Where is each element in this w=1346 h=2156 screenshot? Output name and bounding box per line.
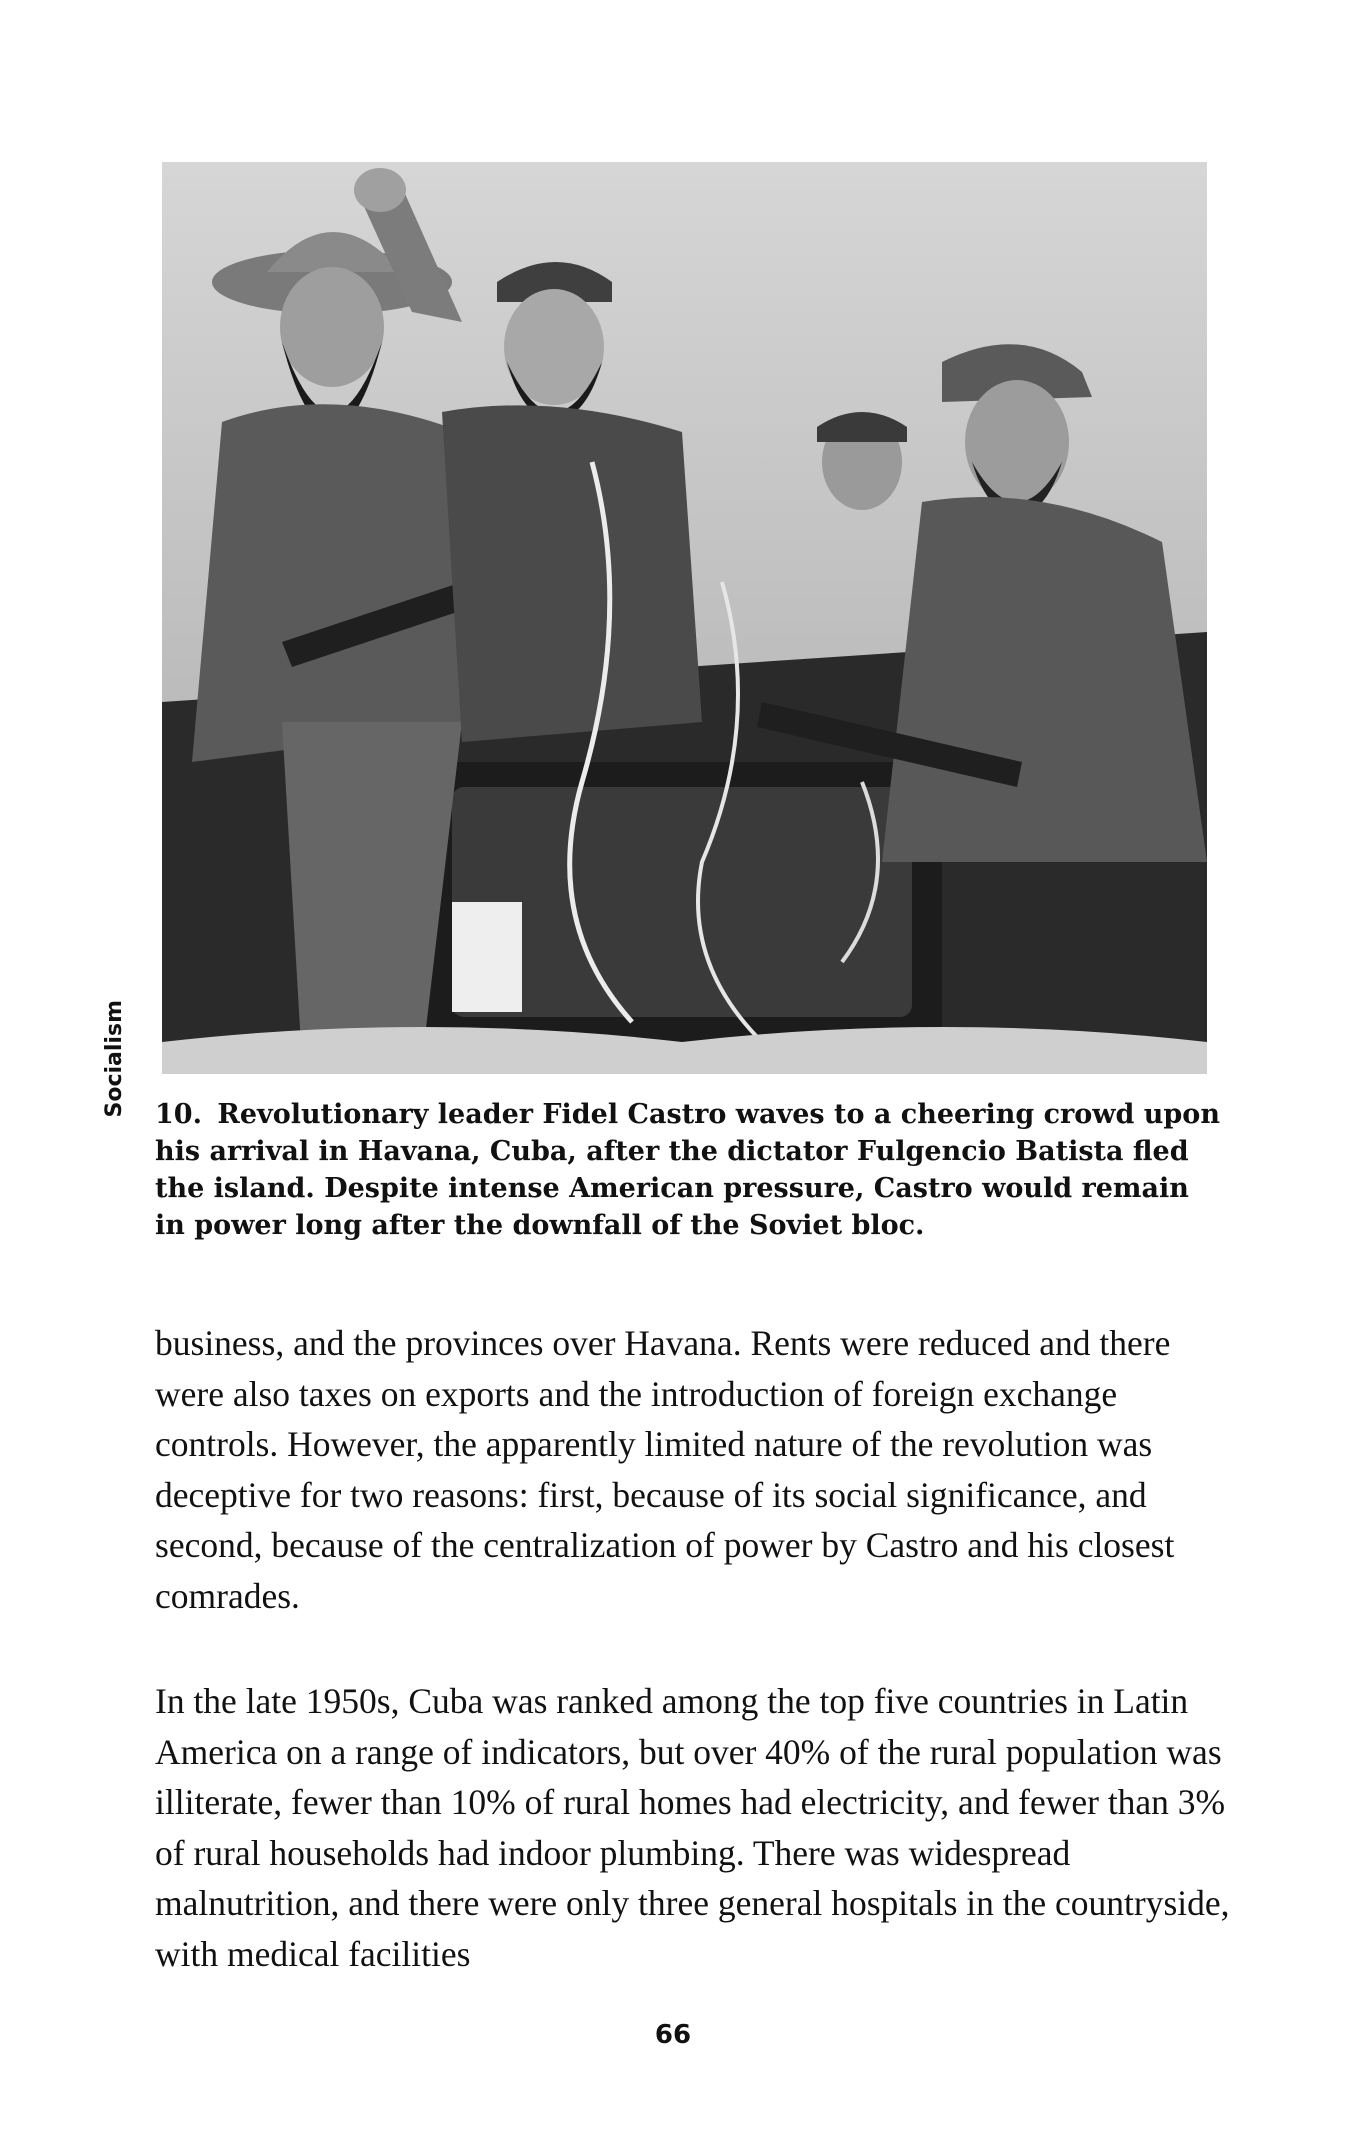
photo-hand <box>354 168 406 212</box>
figure-photo <box>162 162 1207 1074</box>
running-head: Socialism <box>102 1000 127 1118</box>
photo-paper-bag <box>452 902 522 1012</box>
photo-face-right <box>965 380 1069 504</box>
body-paragraph: In the late 1950s, Cuba was ranked among the top five countries in Latin America on a range of indicators, but over 40% of the rural population was illiterate, fewer than 10% of rural homes had electricity, and fewer than 3% of rural households had indoor plumbing. There was widespread malnutrition, and there were only three general hospitals in the countryside, with medical facilities <box>155 1681 1230 1974</box>
page-number: 66 <box>654 2020 692 2050</box>
figure-caption-text: Revolutionary leader Fidel Castro waves to a cheering crowd upon his arrival in Havana, Cuba, after the dictator Fulgencio Batista fled the island. Despite intense American pressure, Castro would remain in power long after the downfall of the Soviet bloc. <box>155 1099 1220 1241</box>
photo-uniform-center <box>442 405 702 742</box>
figure-number: 10. <box>155 1099 202 1130</box>
figure-caption <box>155 1096 1225 1244</box>
photo-shirt-right <box>882 497 1207 862</box>
body-paragraph: business, and the provinces over Havana. Rents were reduced and there were also taxes on exports and the introduction of foreign exchange controls. However, the apparently limited nature of the revolution was deceptive for two reasons: first, because of its social significance, and second, because of the centralization of power by Castro and his closest comrades. <box>155 1323 1175 1616</box>
photo-face-left <box>280 267 384 387</box>
photo-illustration <box>162 162 1207 1074</box>
